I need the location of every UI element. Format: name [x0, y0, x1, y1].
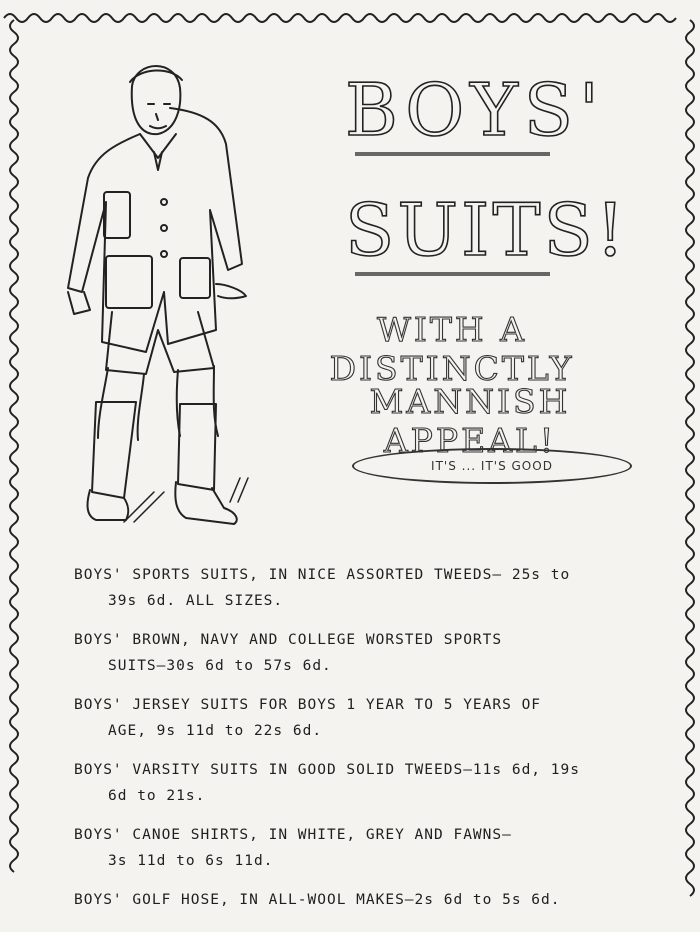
- item-list: [74, 562, 664, 926]
- subheadline: SUITS!: [345, 188, 628, 272]
- headline: BOYS': [345, 68, 605, 152]
- item-line-1: BOYS' CANOE SHIRTS, IN WHITE, GREY AND FAWNS—: [74, 827, 512, 843]
- item-line-2: 3s 11d to 6s 11d.: [108, 853, 274, 869]
- item-line-1: BOYS' VARSITY SUITS IN GOOD SOLID TWEEDS—11s 6d, 19s: [74, 762, 580, 778]
- badge-text: IT'S ... IT'S GOOD: [431, 459, 553, 473]
- list-item: [74, 627, 664, 679]
- boy-illustration: [40, 52, 260, 532]
- subheadline-underline: [355, 272, 550, 276]
- badge-oval: [352, 448, 632, 484]
- item-line-1: BOYS' BROWN, NAVY AND COLLEGE WORSTED SPORTS: [74, 632, 503, 648]
- item-line-2: SUITS—30s 6d to 57s 6d.: [108, 658, 332, 674]
- item-line-2: 39s 6d. ALL SIZES.: [108, 593, 284, 609]
- item-line-1: BOYS' GOLF HOSE, IN ALL-WOOL MAKES—2s 6d to 5s 6d.: [74, 892, 561, 908]
- list-item: [74, 692, 664, 744]
- item-line-1: BOYS' JERSEY SUITS FOR BOYS 1 YEAR TO 5 YEARS OF: [74, 697, 542, 713]
- item-line-2: AGE, 9s 11d to 22s 6d.: [108, 723, 323, 739]
- list-item: [74, 887, 664, 913]
- item-line-1: BOYS' SPORTS SUITS, IN NICE ASSORTED TWEEDS— 25s to: [74, 567, 571, 583]
- tagline-line-2: MANNISH APPEAL!: [369, 382, 571, 460]
- item-line-2: 6d to 21s.: [108, 788, 206, 804]
- list-item: [74, 562, 664, 614]
- list-item: [74, 757, 664, 809]
- tagline-line-1: WITH A DISTINCTLY: [329, 310, 575, 388]
- headline-underline: [355, 152, 550, 156]
- list-item: [74, 822, 664, 874]
